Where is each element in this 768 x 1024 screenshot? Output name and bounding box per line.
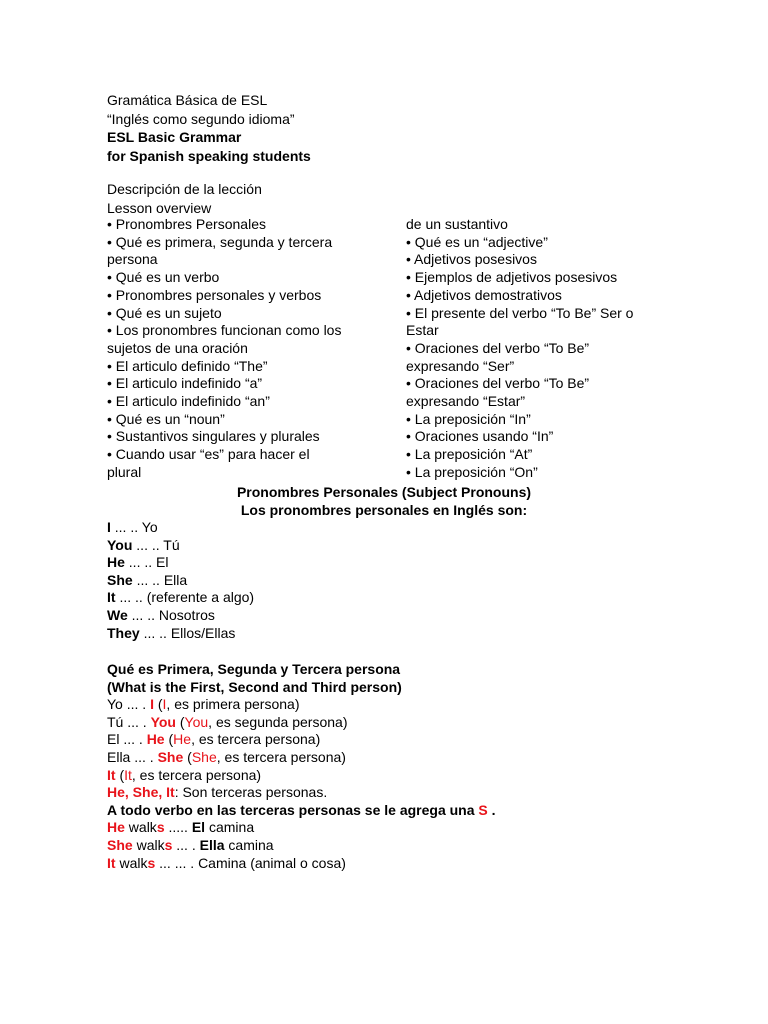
person-desc: , es tercera persona)	[191, 731, 321, 748]
overview-item: • Pronombres Personales	[107, 216, 266, 232]
overview-item: • Adjetivos posesivos	[406, 251, 537, 268]
example-separator: .....	[164, 819, 192, 836]
example-separator: ... ... .	[155, 854, 199, 871]
overview-item: • Pronombres personales y verbos	[107, 286, 322, 303]
example-pronoun: She	[107, 836, 133, 853]
pronoun-en: She	[107, 571, 133, 588]
rule-text: A todo verbo en las terceras personas se le agrega una	[107, 801, 479, 818]
overview-item: • La preposición “In”	[406, 410, 531, 427]
pronoun-separator: ... ..	[132, 536, 164, 553]
lesson-title-es: Descripción de la lección	[107, 181, 262, 197]
overview-item: • Qué es un “adjective”	[406, 233, 548, 250]
pronoun-es: (referente a algo)	[146, 589, 255, 606]
overview-item: • Qué es primera, segunda y tercera	[107, 233, 333, 250]
overview-item: • El articulo indefinido “an”	[107, 393, 270, 410]
example-s: s	[164, 836, 173, 853]
rule-end: .	[487, 801, 496, 818]
overview-item: • El articulo indefinido “a”	[107, 375, 263, 392]
example-separator: ... .	[172, 836, 200, 853]
person-en: He	[146, 731, 165, 748]
person-en: You	[150, 713, 176, 730]
pronoun-separator: ... ..	[115, 589, 147, 606]
example-s: s	[147, 854, 156, 871]
overview-item: • El presente del verbo “To Be” Ser o	[406, 304, 634, 321]
person-separator: ... .	[122, 696, 151, 713]
overview-item: • Adjetivos demostrativos	[406, 286, 562, 303]
persons-section	[107, 661, 496, 872]
pronoun-en: We	[107, 606, 128, 623]
overview-item: • Qué es un “noun”	[107, 410, 225, 427]
header-subtitle-es: “Inglés como segundo idioma”	[107, 110, 295, 127]
example-verb: walk	[136, 836, 165, 853]
pronoun-es: Ella	[163, 571, 188, 588]
pronoun-separator: ... ..	[127, 606, 159, 623]
overview-item: • La preposición “At”	[406, 446, 533, 463]
person-en-inline: He	[173, 731, 192, 748]
example-es: Camina (animal o cosa)	[198, 854, 346, 871]
pronoun-row	[107, 589, 254, 607]
pronoun-row	[107, 519, 254, 537]
person-en: It	[107, 766, 116, 783]
overview-item: • Sustantivos singulares y plurales	[107, 428, 320, 445]
overview-item: expresando “Ser”	[406, 357, 515, 374]
pronoun-en: I	[107, 519, 111, 535]
example-verb: walk	[119, 854, 148, 871]
example-row	[107, 819, 496, 837]
example-es: camina	[224, 836, 274, 853]
person-separator: ... .	[130, 748, 158, 765]
example-verb: walk	[128, 819, 157, 836]
header-title-es: Gramática Básica de ESL	[107, 92, 268, 108]
summary-pronouns: He, She, It	[107, 784, 175, 801]
person-en: She	[157, 748, 184, 765]
example-row	[107, 855, 496, 873]
pronouns-title: Pronombres Personales (Subject Pronouns)	[236, 484, 532, 500]
summary-text: : Son terceras personas.	[174, 784, 328, 801]
third-person-rule	[107, 802, 496, 820]
person-row: Yo ... . I (I, es primera persona)	[107, 696, 300, 713]
person-separator: ... .	[119, 731, 147, 748]
person-desc: , es tercera persona)	[216, 748, 346, 765]
person-es: Ella	[107, 748, 131, 765]
pronouns-list	[107, 519, 254, 642]
pronoun-en: They	[107, 624, 140, 641]
third-person-summary	[107, 784, 496, 802]
header-subtitle-en: for Spanish speaking students	[107, 147, 311, 164]
pronoun-row	[107, 554, 254, 572]
person-en: I	[150, 696, 154, 713]
overview-item: persona	[107, 251, 158, 268]
pronoun-en: He	[107, 554, 125, 571]
example-es: camina	[205, 819, 255, 836]
pronoun-separator: ... ..	[110, 519, 142, 535]
pronoun-row	[107, 607, 254, 625]
overview-item: • Qué es un sujeto	[107, 304, 222, 321]
person-row: Ella ... . She (She, es tercera persona)	[107, 748, 346, 765]
person-en-inline: She	[191, 748, 217, 765]
pronouns-subtitle: Los pronombres personales en Inglés son:	[240, 501, 528, 518]
persons-subtitle: (What is the First, Second and Third person)	[107, 678, 402, 695]
example-s: s	[156, 819, 165, 836]
pronoun-en: You	[107, 536, 133, 553]
pronoun-row	[107, 537, 254, 555]
rule-letter: S	[478, 801, 488, 818]
overview-item: • El articulo definido “The”	[107, 357, 268, 374]
person-separator: ... .	[123, 713, 151, 730]
overview-item: • Qué es un verbo	[107, 269, 220, 286]
overview-item: • Oraciones usando “In”	[406, 428, 554, 445]
persons-title: Qué es Primera, Segunda y Tercera persona	[107, 661, 401, 677]
pronouns-section-heading	[107, 484, 661, 519]
overview-item: • Ejemplos de adjetivos posesivos	[406, 269, 618, 286]
overview-right-column	[406, 216, 633, 482]
overview-item: • Oraciones del verbo “To Be”	[406, 375, 590, 392]
document-header	[107, 91, 311, 165]
pronoun-row	[107, 572, 254, 590]
pronoun-es: Nosotros	[158, 606, 215, 623]
overview-item: • Los pronombres funcionan como los	[107, 322, 342, 339]
person-en-inline: It	[124, 766, 132, 783]
person-es: Yo	[107, 696, 123, 713]
pronoun-en: It	[107, 589, 116, 606]
overview-item: • La preposición “On”	[406, 463, 538, 480]
pronoun-separator: ... ..	[124, 554, 157, 571]
pronoun-es: Ellos/Ellas	[170, 624, 236, 641]
person-es: El	[107, 731, 120, 748]
example-row	[107, 837, 496, 855]
example-es-bold: El	[191, 819, 206, 836]
person-row: El ... . He (He, es tercera persona)	[107, 731, 321, 748]
overview-item: de un sustantivo	[406, 216, 508, 232]
overview-item: expresando “Estar”	[406, 393, 526, 410]
overview-left-column	[107, 216, 341, 482]
overview-item: Estar	[406, 322, 439, 339]
pronoun-es: Yo	[141, 519, 158, 535]
pronoun-separator: ... ..	[132, 571, 164, 588]
pronoun-separator: ... ..	[139, 624, 171, 641]
person-row: Tú ... . You (You, es segunda persona)	[107, 713, 348, 730]
overview-item: • Cuando usar “es” para hacer el	[107, 446, 310, 463]
overview-item: • Oraciones del verbo “To Be”	[406, 339, 590, 356]
pronoun-es: Tú	[163, 536, 180, 553]
person-en-inline: You	[184, 713, 209, 730]
example-es-bold: Ella	[199, 836, 225, 853]
example-pronoun: He	[107, 819, 125, 836]
overview-item: sujetos de una oración	[107, 339, 248, 356]
overview-item: plural	[107, 463, 142, 480]
lesson-heading	[107, 180, 262, 217]
pronoun-es: El	[156, 554, 169, 571]
person-row-it: It (It, es tercera persona)	[107, 766, 262, 783]
lesson-title-en: Lesson overview	[107, 199, 212, 216]
person-desc: , es tercera persona)	[131, 766, 262, 783]
example-pronoun: It	[107, 854, 116, 871]
person-desc: , es primera persona)	[166, 696, 300, 713]
person-desc: , es segunda persona)	[208, 713, 348, 730]
person-en-inline: I	[162, 696, 167, 713]
header-title-en: ESL Basic Grammar	[107, 129, 242, 145]
pronoun-row	[107, 625, 254, 643]
person-es: Tú	[107, 713, 124, 730]
